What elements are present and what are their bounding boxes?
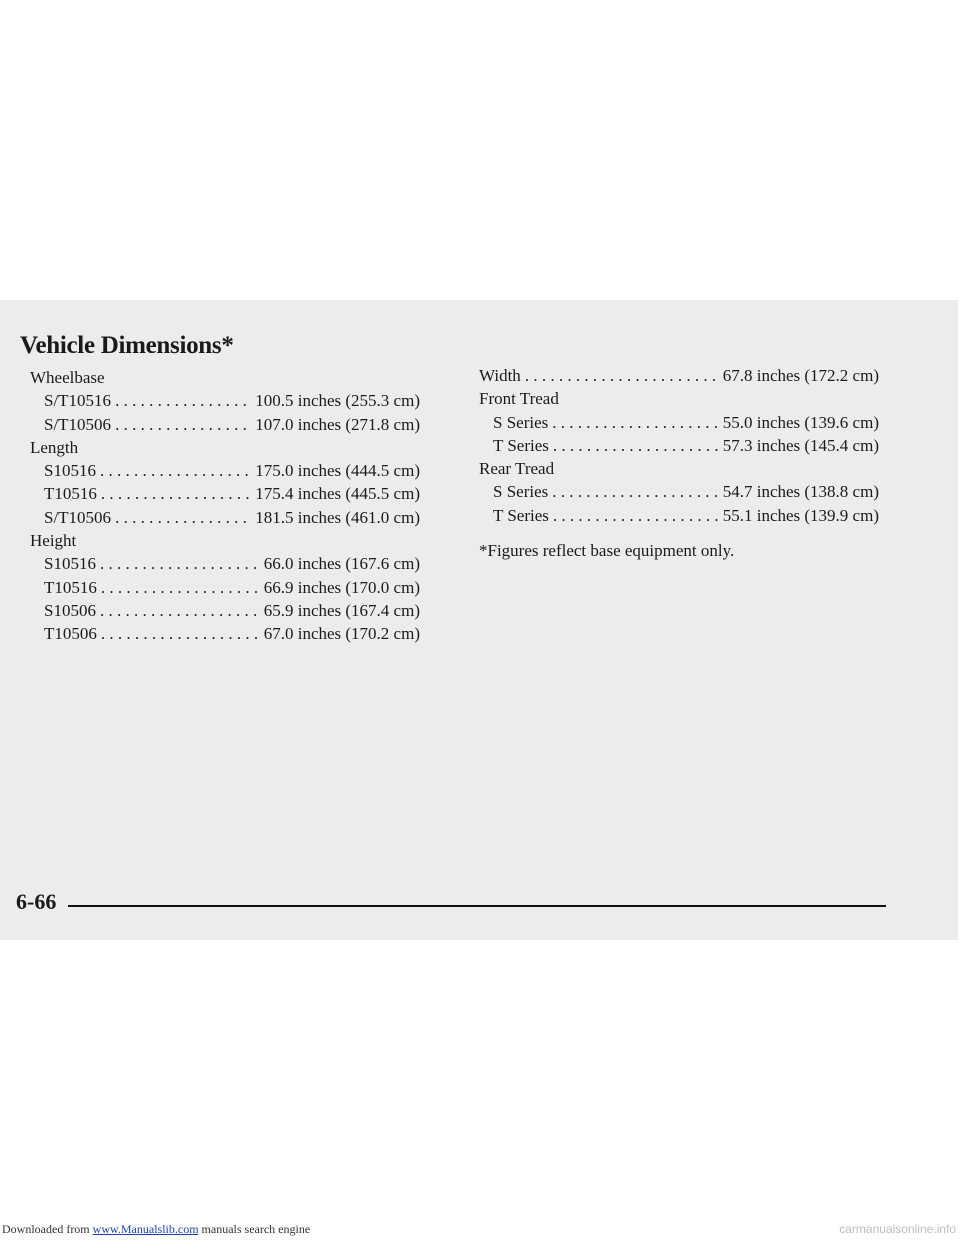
spec-value: 175.0 inches (444.5 cm) — [255, 461, 420, 481]
spec-row — [30, 506, 420, 529]
spec-value: 100.5 inches (255.3 cm) — [255, 391, 420, 411]
spec-value: 57.3 inches (145.4 cm) — [722, 435, 879, 455]
manualslib-link[interactable]: www.Manualslib.com — [92, 1222, 199, 1236]
spec-row — [30, 413, 420, 436]
spec-value: 65.9 inches (167.4 cm) — [263, 600, 420, 620]
spec-value: 55.1 inches (139.9 cm) — [722, 505, 879, 525]
dot-leader — [101, 482, 251, 505]
spec-model: T10516 — [44, 577, 97, 597]
group-label-height: Height — [30, 531, 77, 551]
page-number: 6-66 — [16, 889, 57, 914]
spec-label: Width — [479, 366, 521, 385]
group-label-length: Length — [30, 437, 79, 457]
spec-value: 66.9 inches (170.0 cm) — [263, 577, 420, 597]
download-suffix: manuals search engine — [201, 1222, 311, 1236]
dot-leader — [101, 576, 260, 599]
spec-value: 175.4 inches (445.5 cm) — [255, 484, 420, 504]
dot-leader — [525, 364, 719, 387]
spec-model: S/T10506 — [44, 414, 112, 434]
manual-page — [0, 300, 958, 940]
dot-leader — [115, 389, 251, 412]
spec-row — [30, 622, 420, 645]
spec-value: 107.0 inches (271.8 cm) — [255, 414, 420, 434]
dot-leader — [100, 552, 260, 575]
spec-model: S/T10516 — [44, 391, 112, 411]
spec-row — [479, 504, 879, 527]
spec-value: 67.8 inches (172.2 cm) — [722, 366, 879, 385]
spec-row — [479, 434, 879, 457]
footnote: *Figures reflect base equipment only. — [479, 541, 735, 561]
footer-rule — [68, 905, 886, 907]
dot-leader — [553, 434, 719, 457]
dot-leader — [101, 622, 260, 645]
spec-row-width — [479, 364, 879, 387]
spec-model: T10506 — [44, 624, 97, 644]
spec-value: 54.7 inches (138.8 cm) — [722, 482, 879, 502]
dot-leader — [553, 504, 719, 527]
spec-row — [30, 459, 420, 482]
group-label-front-tread: Front Tread — [479, 389, 559, 409]
spec-row — [30, 552, 420, 575]
download-prefix: Downloaded from — [2, 1222, 90, 1236]
spec-row — [30, 482, 420, 505]
dot-leader — [100, 459, 251, 482]
spec-model: S10516 — [44, 461, 96, 481]
group-label-rear-tread: Rear Tread — [479, 459, 555, 479]
spec-row — [30, 576, 420, 599]
spec-row — [30, 389, 420, 412]
spec-value: 67.0 inches (170.2 cm) — [263, 624, 420, 644]
spec-row — [479, 480, 879, 503]
spec-model: T10516 — [44, 484, 97, 504]
download-credit — [2, 1222, 310, 1237]
spec-model: S Series — [493, 412, 549, 432]
dot-leader — [115, 413, 251, 436]
group-label-wheelbase: Wheelbase — [30, 368, 105, 387]
dot-leader — [100, 599, 260, 622]
spec-model: S10516 — [44, 554, 96, 574]
spec-model: T Series — [493, 435, 549, 455]
watermark: carmanualsonline.info — [839, 1222, 956, 1236]
dot-leader — [115, 506, 251, 529]
dot-leader — [552, 411, 718, 434]
spec-value: 55.0 inches (139.6 cm) — [722, 412, 879, 432]
left-column — [30, 366, 420, 646]
spec-model: S10506 — [44, 600, 96, 620]
spec-value: 66.0 inches (167.6 cm) — [263, 554, 420, 574]
spec-value: 181.5 inches (461.0 cm) — [255, 507, 420, 527]
dot-leader — [552, 480, 718, 503]
spec-model: T Series — [493, 505, 549, 525]
right-column — [479, 364, 879, 562]
page-title: Vehicle Dimensions* — [20, 332, 234, 359]
spec-row — [30, 599, 420, 622]
spec-row — [479, 411, 879, 434]
spec-model: S Series — [493, 482, 549, 502]
spec-model: S/T10506 — [44, 507, 112, 527]
